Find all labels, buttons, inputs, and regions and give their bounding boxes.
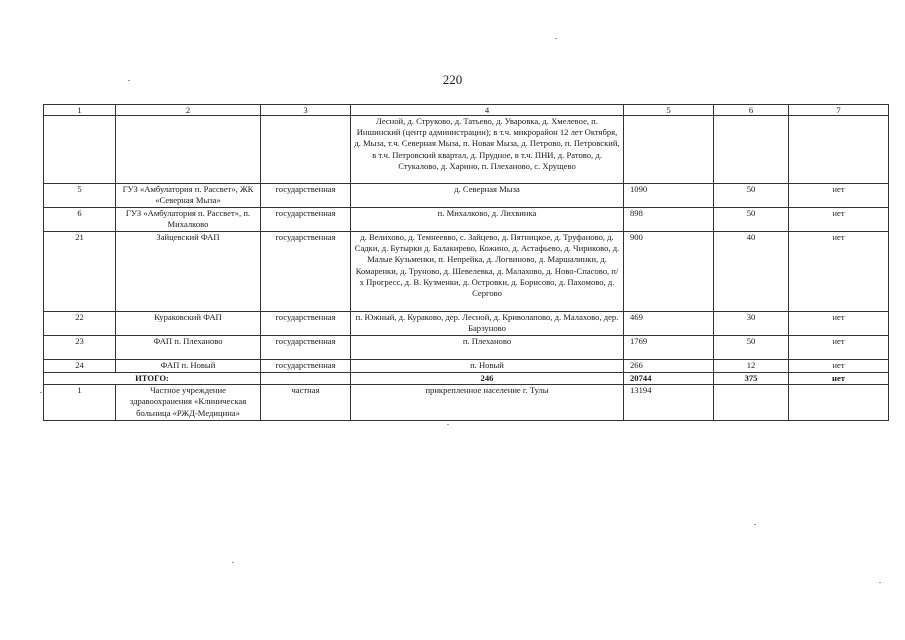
scan-speck — [754, 524, 756, 525]
facility-name — [116, 116, 261, 184]
ownership-type: государственная — [261, 208, 351, 232]
row-number: 5 — [44, 184, 116, 208]
facility-name: ФАП п. Новый — [116, 360, 261, 373]
total-empty-cell — [261, 373, 351, 385]
ownership-type: государственная — [261, 360, 351, 373]
table-row — [44, 208, 889, 232]
column-header: 3 — [261, 105, 351, 116]
total-flag: нет — [789, 373, 889, 385]
service-area: д. Северная Мыза — [351, 184, 624, 208]
capacity-count: 50 — [714, 336, 789, 360]
row-number: 24 — [44, 360, 116, 373]
table-row — [44, 360, 889, 373]
scan-speck — [232, 562, 234, 563]
extra-flag: нет — [789, 208, 889, 232]
extra-flag — [789, 385, 889, 421]
facility-name: ФАП п. Плеханово — [116, 336, 261, 360]
capacity-count — [714, 116, 789, 184]
row-number: 21 — [44, 232, 116, 312]
extra-flag — [789, 116, 889, 184]
facilities-table — [43, 104, 889, 421]
facility-name: ГУЗ «Амбулатория п. Рассвет», ЖК «Северная Мыза» — [116, 184, 261, 208]
capacity-count: 12 — [714, 360, 789, 373]
capacity-count: 30 — [714, 312, 789, 336]
population-count — [624, 116, 714, 184]
service-area: прикрепленное население г. Тулы — [351, 385, 624, 421]
population-count: 1090 — [624, 184, 714, 208]
ownership-type: государственная — [261, 312, 351, 336]
capacity-count: 50 — [714, 208, 789, 232]
capacity-count — [714, 385, 789, 421]
total-row — [44, 373, 889, 385]
capacity-count: 40 — [714, 232, 789, 312]
column-header: 4 — [351, 105, 624, 116]
population-count: 469 — [624, 312, 714, 336]
row-number: 22 — [44, 312, 116, 336]
service-area: п. Новый — [351, 360, 624, 373]
column-header: 5 — [624, 105, 714, 116]
row-number — [44, 116, 116, 184]
service-area: п. Михалково, д. Лихвинка — [351, 208, 624, 232]
table-row — [44, 116, 889, 184]
population-count: 900 — [624, 232, 714, 312]
service-area: д. Велихово, д. Темнеевво, с. Зайцево, д. Пятницкое, д. Труфаново, д. Садки, д. Бутырки д. Балакирево, Кожино, д. Астафьево, д. Чириково, д. Малые Кузьменки, п. Непрейка, д. Логвиново, д. Маршалинки, д. Комаренки, д. Труново, д. Шевелевка, д. Малахово, д. Ново-Спасово, п/х Прогресс, д. В. Кузменки, д. Островки, д. Борисово, д. Пахомово, д. Сергово — [351, 232, 624, 312]
table-row — [44, 232, 889, 312]
row-number: 6 — [44, 208, 116, 232]
row-number: 23 — [44, 336, 116, 360]
service-area: п. Плеханово — [351, 336, 624, 360]
facility-name: Кураковский ФАП — [116, 312, 261, 336]
total-capacity: 375 — [714, 373, 789, 385]
population-count: 13194 — [624, 385, 714, 421]
facility-name: ГУЗ «Амбулатория п. Рассвет», п. Михалково — [116, 208, 261, 232]
service-area: Лесной, д. Струково, д. Татьево, д. Уваровка, д. Хмелевое, п. Иншинский (центр администрации); в т.ч. микрорайон 12 лет Октября, д. Мыза, т.ч. Северная Мыза, п. Новая Мыза, д. Петрово, п. Петровский, в т.ч. Петровский квартал, д. Прудное, в т.ч. ПНИ, д. Ратово, д. Стукалово, д. Харино, п. Плеханово, с. Хрущево — [351, 116, 624, 184]
table-row — [44, 385, 889, 421]
row-number: 1 — [44, 385, 116, 421]
facility-name: Частное учреждение здравоохранения «Клиническая больница «РЖД-Медицина» — [116, 385, 261, 421]
scan-speck — [128, 80, 130, 81]
ownership-type — [261, 116, 351, 184]
population-count: 1769 — [624, 336, 714, 360]
ownership-type: частная — [261, 385, 351, 421]
population-count: 266 — [624, 360, 714, 373]
ownership-type: государственная — [261, 336, 351, 360]
extra-flag: нет — [789, 184, 889, 208]
extra-flag: нет — [789, 312, 889, 336]
table-row — [44, 184, 889, 208]
ownership-type: государственная — [261, 184, 351, 208]
extra-flag: нет — [789, 336, 889, 360]
capacity-count: 50 — [714, 184, 789, 208]
scan-speck — [555, 38, 557, 39]
extra-flag: нет — [789, 360, 889, 373]
table-row — [44, 336, 889, 360]
page-number: 220 — [442, 72, 463, 87]
population-count: 898 — [624, 208, 714, 232]
facility-name: Зайцевский ФАП — [116, 232, 261, 312]
service-area: п. Южный, д. Кураково, дер. Лесной, д. Криволапово, д. Малахово, дер. Барзуново — [351, 312, 624, 336]
column-header: 2 — [116, 105, 261, 116]
scan-speck — [40, 392, 42, 393]
total-population: 20744 — [624, 373, 714, 385]
table-header-row — [44, 105, 889, 116]
table-row — [44, 312, 889, 336]
extra-flag: нет — [789, 232, 889, 312]
ownership-type: государственная — [261, 232, 351, 312]
column-header: 1 — [44, 105, 116, 116]
scan-speck — [879, 582, 881, 583]
total-label: ИТОГО: — [44, 373, 261, 385]
column-header: 6 — [714, 105, 789, 116]
scan-speck — [447, 424, 449, 425]
column-header: 7 — [789, 105, 889, 116]
total-service-area: 246 — [351, 373, 624, 385]
